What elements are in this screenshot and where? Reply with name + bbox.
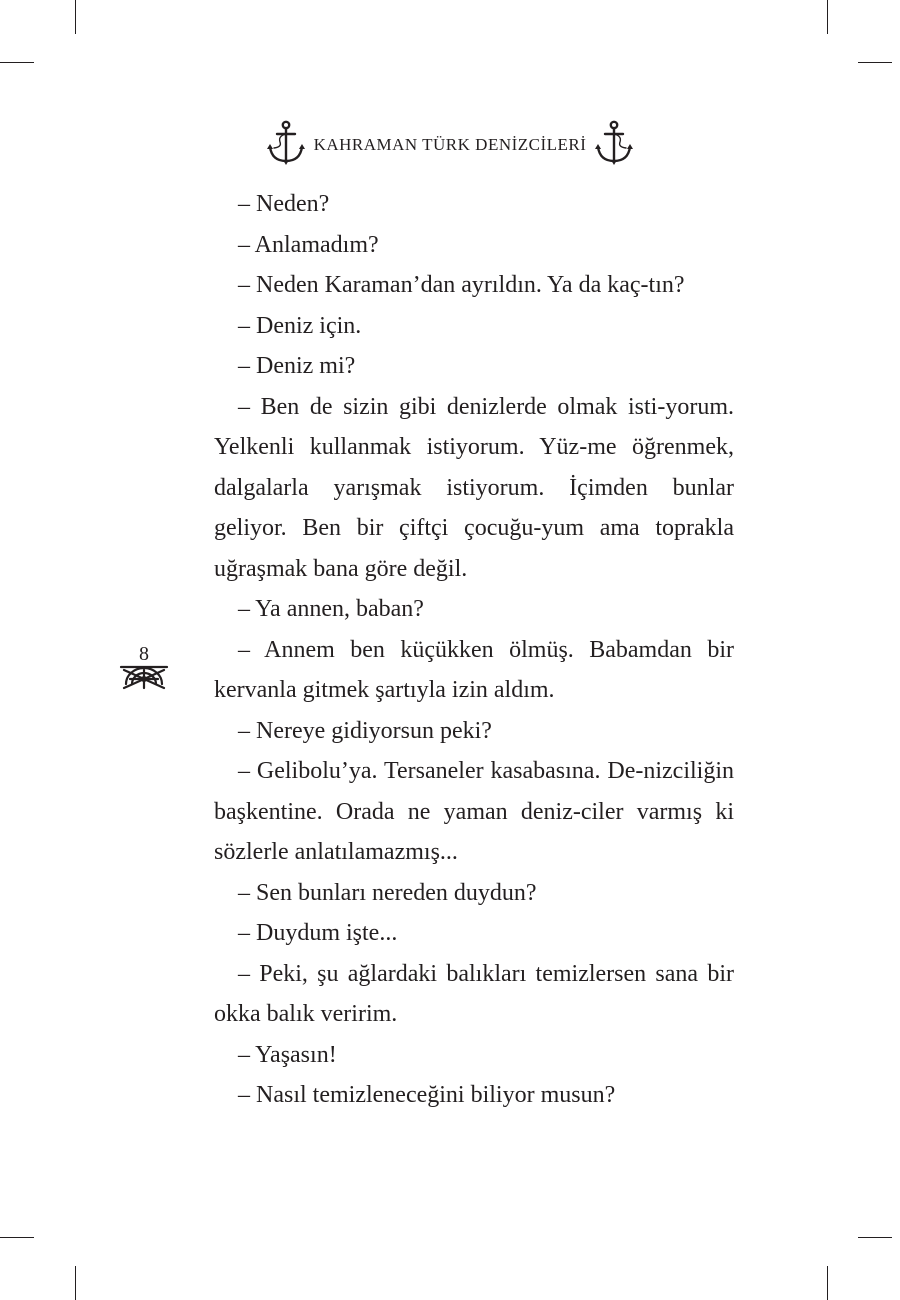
crop-mark-right-top (858, 62, 892, 63)
paragraph: – Duydum işte... (238, 920, 398, 946)
paragraph: – Annem ben küçükken ölmüş. Babamdan bir kervanla gitmek şartıyla izin aldım. (214, 636, 734, 703)
paragraph: – Ya annen, baban? (238, 596, 424, 622)
running-head (0, 118, 900, 168)
paragraph: – Deniz için. (238, 312, 362, 339)
crop-mark-left-bottom (0, 1237, 34, 1238)
paragraph: – Neden Karaman’dan ayrıldın. Ya da kaç-tın? (238, 272, 685, 298)
page-folio (118, 640, 170, 696)
paragraph: – Ben de sizin gibi denizlerde olmak isti-yorum. Yelkenli kullanmak istiyorum. Yüz-me öğrenmek, dalgalarla yarışmak istiyorum. İçimden bunlar geliyor. Ben bir çiftçi çocuğu-yum ama toprakla uğraşmak bana göre değil. (214, 393, 734, 582)
crop-mark-left-top (0, 62, 34, 63)
paragraph: – Gelibolu’ya. Tersaneler kasabasına. De-nizciliğin başkentine. Orada ne yaman deniz-ciler varmış ki sözlerle anlatılamazmış... (214, 758, 734, 865)
page-number: 8 (139, 643, 149, 665)
crop-mark-top-left (75, 0, 76, 34)
paragraph: – Peki, şu ağlardaki balıkları temizlersen sana bir okka balık veririm. (214, 960, 734, 1027)
body-text (214, 184, 734, 1116)
ship-wheel-icon (118, 658, 170, 694)
paragraph: – Deniz mi? (238, 353, 356, 379)
anchor-icon (266, 120, 306, 166)
crop-mark-bottom-right (827, 1266, 828, 1300)
crop-mark-bottom-left (75, 1266, 76, 1300)
paragraph: – Anlamadım? (238, 231, 379, 258)
crop-mark-right-bottom (858, 1237, 892, 1238)
running-head-title: KAHRAMAN TÜRK DENİZCİLERİ (313, 135, 587, 154)
paragraph: – Sen bunları nereden duydun? (238, 879, 537, 906)
anchor-icon (594, 120, 634, 166)
paragraph: – Neden? (238, 191, 330, 217)
paragraph: – Nasıl temizleneceğini biliyor musun? (238, 1082, 616, 1108)
paragraph: – Yaşasın! (238, 1041, 337, 1068)
crop-mark-top-right (827, 0, 828, 34)
paragraph: – Nereye gidiyorsun peki? (238, 717, 492, 744)
